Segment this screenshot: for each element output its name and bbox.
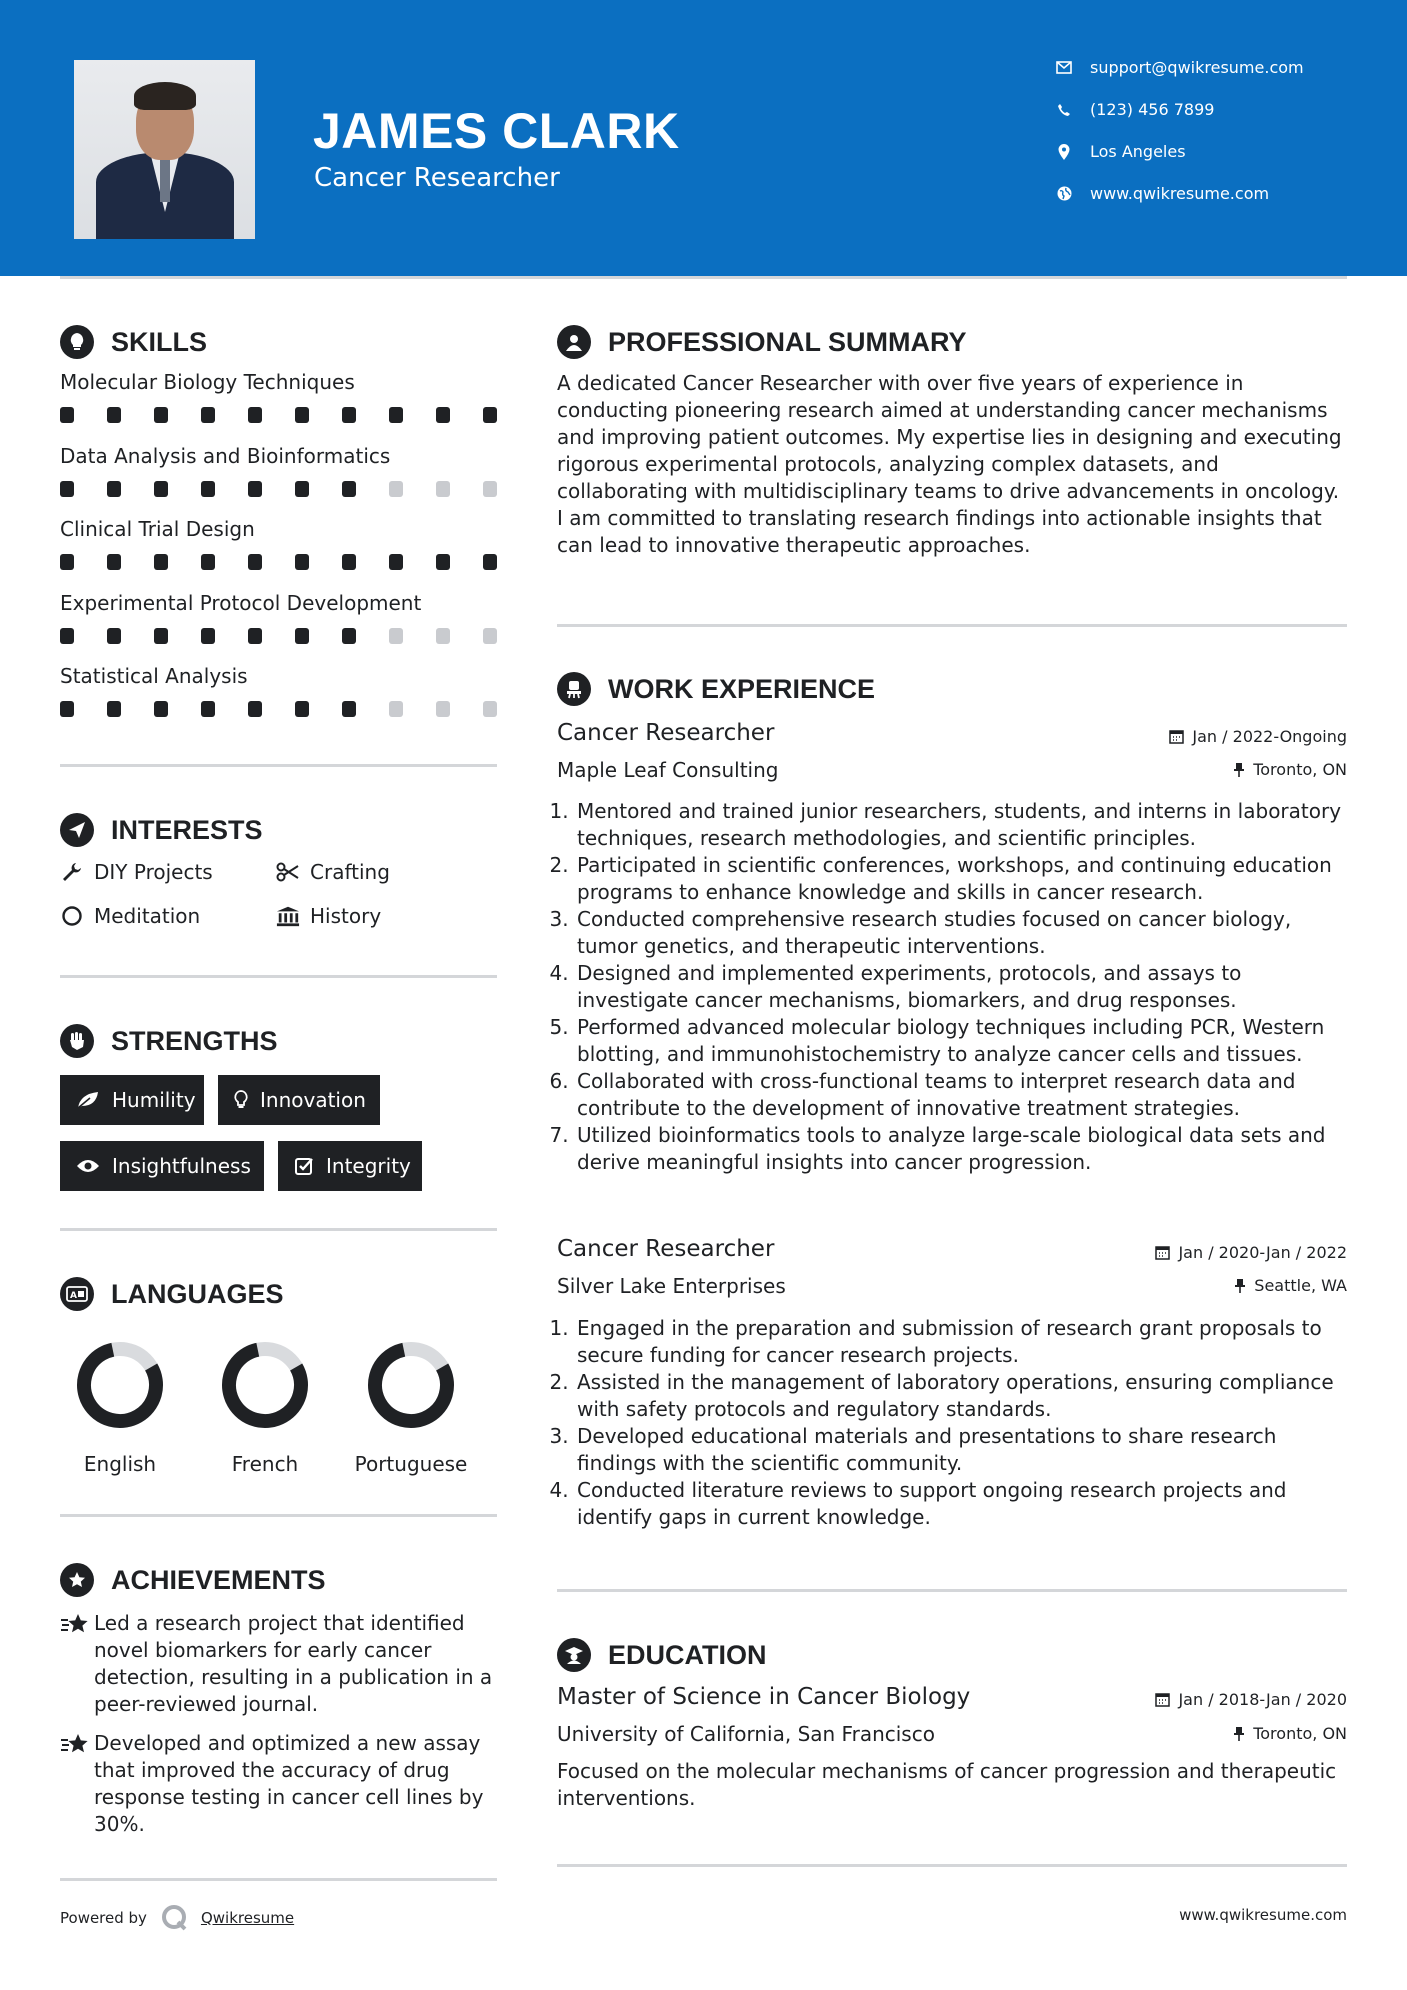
job-location: Toronto, ON <box>1233 760 1347 779</box>
achievement-item: Led a research project that identified novel biomarkers for early cancer detection, resulting in a publication in a peer-reviewed journal. <box>60 1610 500 1718</box>
skill-dot <box>248 628 262 644</box>
skill-dot <box>342 628 356 644</box>
skill-name: Clinical Trial Design <box>60 517 255 541</box>
job-bullet: 1. Engaged in the preparation and submission of research grant proposals to secure funding for cancer research projects. <box>575 1315 1357 1369</box>
skill-dot <box>60 554 74 570</box>
skill-dot <box>436 407 450 423</box>
skill-dot <box>436 554 450 570</box>
footer-website[interactable]: www.qwikresume.com <box>1179 1906 1347 1924</box>
pushpin-icon <box>1233 1726 1245 1742</box>
map-pin-icon <box>1055 143 1073 161</box>
skill-dot <box>60 701 74 717</box>
achievement-item: Developed and optimized a new assay that improved the accuracy of drug response testing in cancer cell lines by 30%. <box>60 1730 500 1838</box>
job-title: Cancer Researcher <box>557 1236 775 1262</box>
job-bullet: 2. Assisted in the management of laboratory operations, ensuring compliance with safety protocols and regulatory standards. <box>575 1369 1357 1423</box>
envelope-icon <box>1055 59 1073 77</box>
lightbulb-icon <box>60 325 94 359</box>
skill-dot <box>154 481 168 497</box>
job-bullet: 3. Conducted comprehensive research studies focused on cancer biology, tumor genetics, and therapeutic interventions. <box>575 906 1357 960</box>
skill-dot <box>201 628 215 644</box>
achievements-heading: ACHIEVEMENTS <box>60 1563 326 1597</box>
skill-dot <box>436 701 450 717</box>
job-location: Seattle, WA <box>1234 1276 1347 1295</box>
skill-dot <box>201 554 215 570</box>
qwikresume-logo-icon <box>161 1904 189 1932</box>
skill-dot <box>248 701 262 717</box>
skill-dot <box>295 701 309 717</box>
job-company: Silver Lake Enterprises <box>557 1274 786 1298</box>
achievements-divider <box>60 1878 497 1881</box>
skill-dot <box>248 554 262 570</box>
wrench-icon <box>60 861 84 883</box>
skill-dot <box>483 701 497 717</box>
job-dates: Jan / 2020-Jan / 2022 <box>1155 1243 1347 1262</box>
skill-rating <box>60 407 497 423</box>
user-icon <box>557 325 591 359</box>
skill-dot <box>483 554 497 570</box>
skill-name: Statistical Analysis <box>60 664 248 688</box>
qwikresume-link[interactable]: Qwikresume <box>200 1909 295 1927</box>
job-bullets <box>557 798 1357 1176</box>
language-ring <box>75 1340 165 1430</box>
skill-dot <box>483 407 497 423</box>
language-item <box>60 1340 180 1476</box>
strength-tag: Humility <box>60 1075 204 1125</box>
pushpin-icon <box>1234 1278 1246 1294</box>
circle-icon <box>60 905 84 927</box>
leaf-icon <box>76 1090 100 1110</box>
education-dates: Jan / 2018-Jan / 2020 <box>1155 1690 1347 1709</box>
skill-dot <box>295 628 309 644</box>
skill-dot <box>389 554 403 570</box>
skills-heading: SKILLS <box>60 325 207 359</box>
job-title: Cancer Researcher <box>557 720 775 746</box>
summary-divider <box>557 624 1347 627</box>
interests-heading: INTERESTS <box>60 813 263 847</box>
job-bullet: 2. Participated in scientific conferences, workshops, and continuing education programs to enhance knowledge and skills in cancer research. <box>575 852 1357 906</box>
graduate-icon <box>557 1638 591 1672</box>
experience-divider <box>557 1589 1347 1592</box>
job-bullet: 4. Conducted literature reviews to support ongoing research projects and identify gaps in current knowledge. <box>575 1477 1357 1531</box>
skill-dot <box>201 481 215 497</box>
job-bullet: 3. Developed educational materials and presentations to share research findings with the scientific community. <box>575 1423 1357 1477</box>
skill-dot <box>483 481 497 497</box>
calendar-icon <box>1155 1245 1170 1260</box>
interest-item: DIY Projects <box>60 860 213 884</box>
skill-name: Data Analysis and Bioinformatics <box>60 443 391 468</box>
job-bullet: 4. Designed and implemented experiments, protocols, and assays to investigate cancer mechanisms, biomarkers, and drug responses. <box>575 960 1357 1014</box>
job-bullet: 6. Collaborated with cross-functional teams to interpret research data and contribute to the development of innovative treatment strategies. <box>575 1068 1357 1122</box>
skill-dot <box>107 407 121 423</box>
skill-dot <box>248 407 262 423</box>
interest-item: Meditation <box>60 904 200 928</box>
job-dates: Jan / 2022-Ongoing <box>1169 727 1347 746</box>
resume-header <box>0 0 1407 276</box>
summary-heading: PROFESSIONAL SUMMARY <box>557 325 967 359</box>
footer-powered-by: Powered by Qwikresume <box>60 1904 294 1932</box>
skill-dot <box>483 628 497 644</box>
skill-dot <box>154 554 168 570</box>
degree-title: Master of Science in Cancer Biology <box>557 1684 971 1710</box>
languages-heading: A LANGUAGES <box>60 1277 284 1311</box>
job-bullets <box>557 1315 1357 1531</box>
interests-divider <box>60 975 497 978</box>
skill-rating <box>60 554 497 570</box>
school-name: University of California, San Francisco <box>557 1722 935 1746</box>
education-description: Focused on the molecular mechanisms of cancer progression and therapeutic interventions. <box>557 1759 1337 1810</box>
strengths-divider <box>60 1228 497 1231</box>
language-ring <box>220 1340 310 1430</box>
strength-tag: Integrity <box>278 1141 422 1191</box>
skill-dot <box>389 628 403 644</box>
skill-dot <box>389 407 403 423</box>
contact-phone[interactable]: (123) 456 7899 <box>1055 100 1214 119</box>
phone-icon <box>1055 101 1073 119</box>
fist-icon <box>60 1024 94 1058</box>
profile-photo <box>74 60 255 239</box>
museum-icon <box>276 905 300 927</box>
job-company: Maple Leaf Consulting <box>557 758 779 782</box>
skill-dot <box>154 628 168 644</box>
skill-dot <box>248 481 262 497</box>
check-square-icon <box>294 1156 314 1176</box>
strengths-heading: STRENGTHS <box>60 1024 278 1058</box>
skill-dot <box>295 481 309 497</box>
skill-dot <box>342 407 356 423</box>
job-bullet: 7. Utilized bioinformatics tools to analyze large-scale biological data sets and derive meaningful insights into cancer progression. <box>575 1122 1357 1176</box>
language-item <box>351 1340 471 1476</box>
skill-rating <box>60 628 497 644</box>
skill-name: Experimental Protocol Development <box>60 590 422 615</box>
skill-dot <box>295 407 309 423</box>
skill-dot <box>389 701 403 717</box>
lightbulb-icon <box>234 1090 248 1110</box>
education-divider <box>557 1864 1347 1867</box>
skill-dot <box>295 554 309 570</box>
languages-divider <box>60 1514 497 1517</box>
skills-divider <box>60 764 497 767</box>
skill-dot <box>436 628 450 644</box>
strength-tag: Innovation <box>218 1075 380 1125</box>
interest-item: History <box>276 904 381 928</box>
job-bullet: 1. Mentored and trained junior researchers, students, and interns in laboratory techniques, research methodologies, and scientific principles. <box>575 798 1357 852</box>
scissors-icon <box>276 862 300 882</box>
contact-email[interactable]: support@qwikresume.com <box>1055 58 1304 77</box>
skill-dot <box>342 554 356 570</box>
skill-dot <box>154 701 168 717</box>
language-label: Portuguese <box>354 1452 468 1476</box>
calendar-icon <box>1169 729 1184 744</box>
skill-dot <box>201 407 215 423</box>
language-label: French <box>231 1452 299 1476</box>
language-icon <box>60 1277 94 1311</box>
skill-dot <box>107 481 121 497</box>
calendar-icon <box>1155 1692 1170 1707</box>
globe-icon <box>1055 185 1073 203</box>
education-heading: EDUCATION <box>557 1638 767 1672</box>
svg-text:A: A <box>70 1291 77 1301</box>
candidate-role: Cancer Researcher <box>314 163 560 193</box>
skill-dot <box>201 701 215 717</box>
contact-location: Los Angeles <box>1055 142 1186 161</box>
summary-text: A dedicated Cancer Researcher with over five years of experience in conducting pioneering research aimed at understanding cancer mechanisms and improving patient outcomes. My expertise lies in designing and executing rigorous experimental protocols, analyzing complex datasets, and collaborating with multidisciplinary teams to drive advancements in oncology. I am committed to translating research findings into actionable insights that can lead to innovative therapeutic approaches. <box>557 371 1342 557</box>
skill-dot <box>60 628 74 644</box>
paper-plane-icon <box>60 813 94 847</box>
skill-dot <box>154 407 168 423</box>
interest-item: Crafting <box>276 860 390 884</box>
star-badge-icon <box>60 1563 94 1597</box>
briefcase-chair-icon <box>557 672 591 706</box>
language-ring <box>366 1340 456 1430</box>
skill-dot <box>389 481 403 497</box>
strength-tag: Insightfulness <box>60 1141 264 1191</box>
education-location: Toronto, ON <box>1233 1724 1347 1743</box>
candidate-name: JAMES CLARK <box>313 103 680 159</box>
skill-rating <box>60 701 497 717</box>
skill-dot <box>436 481 450 497</box>
skill-name: Molecular Biology Techniques <box>60 370 355 394</box>
star-icon <box>60 1612 94 1718</box>
experience-heading: WORK EXPERIENCE <box>557 672 875 706</box>
skill-dot <box>342 481 356 497</box>
contact-website[interactable]: www.qwikresume.com <box>1055 184 1269 203</box>
skill-dot <box>107 701 121 717</box>
header-divider <box>60 276 1347 279</box>
skill-dot <box>60 407 74 423</box>
pushpin-icon <box>1233 762 1245 778</box>
star-icon <box>60 1732 94 1838</box>
eye-icon <box>76 1158 100 1174</box>
skill-rating <box>60 481 497 497</box>
language-label: English <box>83 1452 157 1476</box>
skill-dot <box>107 554 121 570</box>
skill-dot <box>342 701 356 717</box>
skill-dot <box>60 481 74 497</box>
skill-dot <box>107 628 121 644</box>
job-bullet: 5. Performed advanced molecular biology techniques including PCR, Western blotting, and immunohistochemistry to analyze cancer cells and tissues. <box>575 1014 1357 1068</box>
language-item <box>205 1340 325 1476</box>
